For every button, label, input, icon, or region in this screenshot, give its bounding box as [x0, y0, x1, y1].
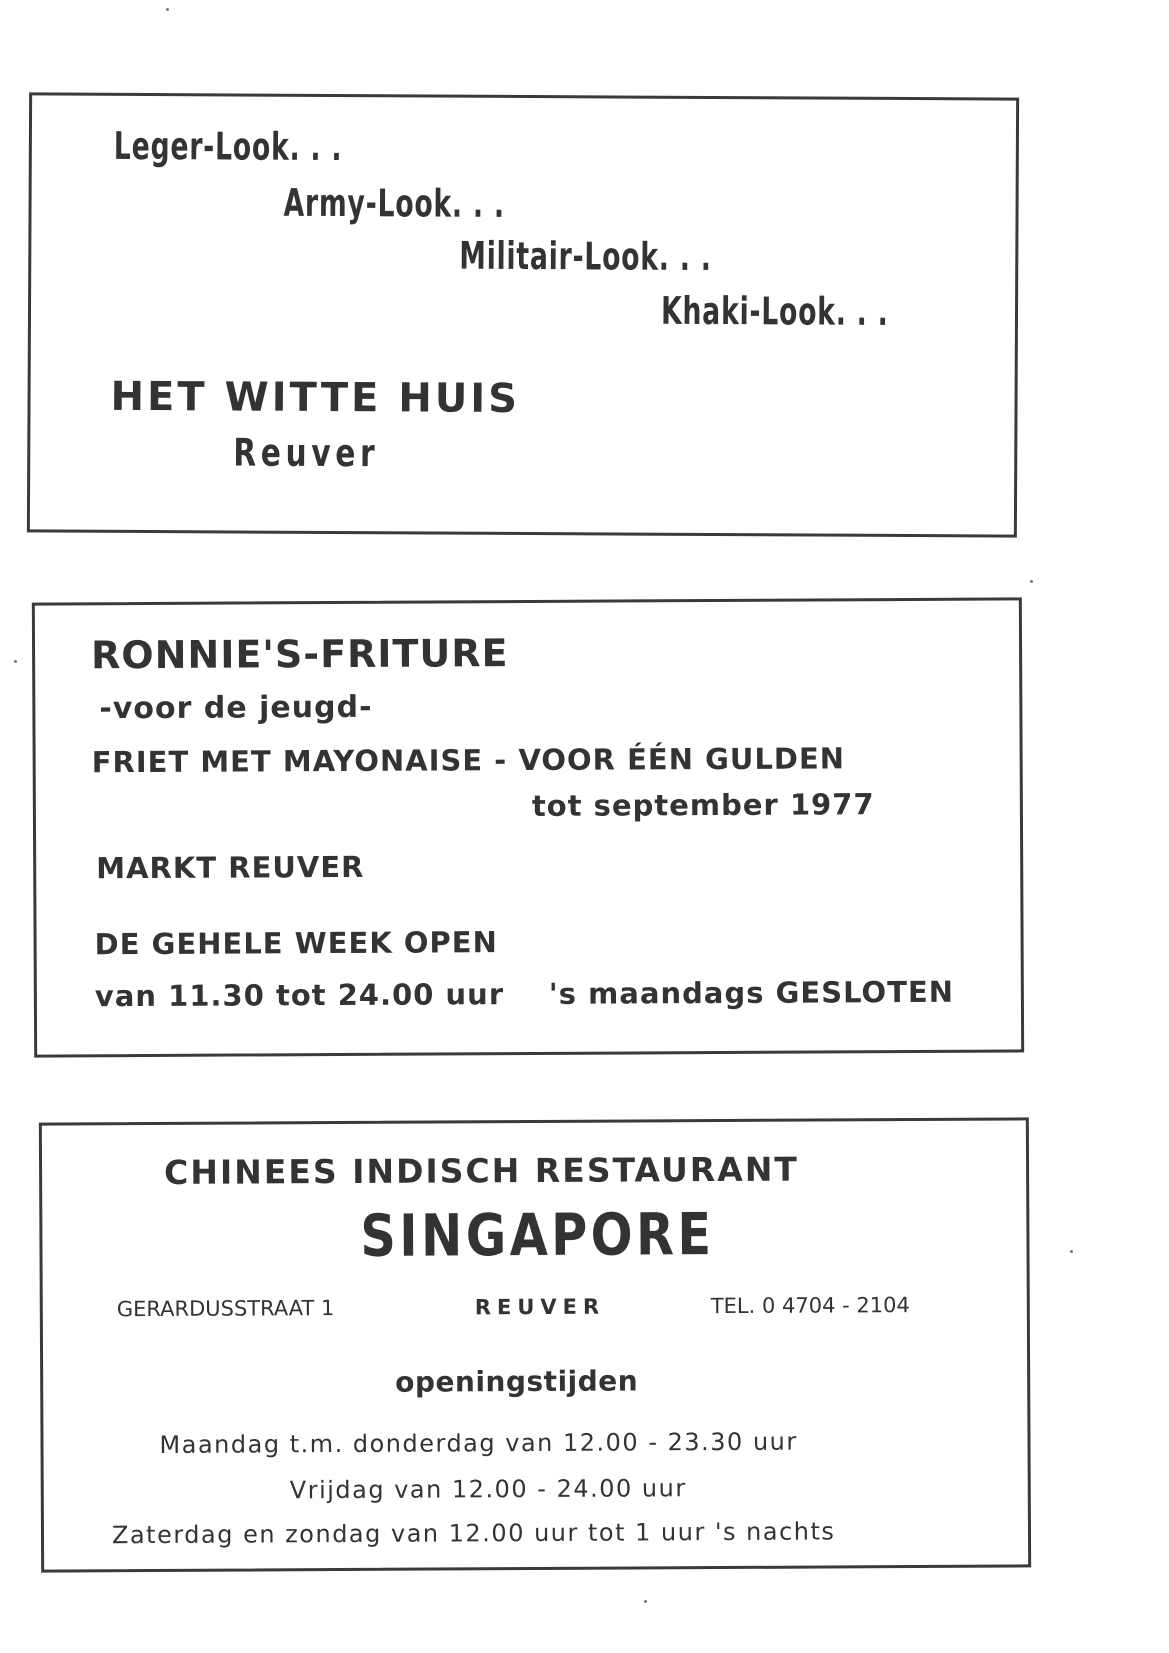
scan-speck	[166, 8, 169, 11]
look-line-khaki: Khaki-Look. . .	[660, 288, 889, 334]
friture-title: RONNIE'S-FRITURE	[90, 631, 509, 678]
ad-restaurant-singapore	[39, 1117, 1031, 1572]
scan-speck	[1070, 1250, 1073, 1253]
look-line-leger: Leger-Look. . .	[113, 123, 343, 170]
scan-speck	[644, 1600, 647, 1603]
restaurant-town: REUVER	[474, 1294, 606, 1320]
hours-line-friday: Vrijdag van 12.00 - 24.00 uur	[289, 1474, 687, 1505]
shop-name: HET WITTE HUIS	[110, 373, 521, 422]
look-line-militair: Militair-Look. . .	[459, 233, 712, 279]
restaurant-address: GERARDUSSTRAAT 1	[116, 1296, 335, 1322]
friture-closed: 's maandags GESLOTEN	[548, 974, 955, 1011]
friture-offer: FRIET MET MAYONAISE - VOOR ÉÉN GULDEN	[91, 741, 846, 780]
friture-subtitle: -voor de jeugd-	[99, 689, 373, 727]
hours-line-weekdays: Maandag t.m. donderdag van 12.00 - 23.30 uur	[159, 1427, 798, 1459]
friture-location: MARKT REUVER	[96, 849, 365, 886]
scan-speck	[14, 660, 17, 663]
friture-offer-until: tot september 1977	[531, 787, 875, 823]
look-line-army: Army-Look. . .	[283, 180, 505, 226]
hours-title: openingstijden	[395, 1364, 639, 1399]
scan-speck	[1030, 580, 1033, 583]
shop-town: Reuver	[233, 430, 380, 476]
hours-line-weekend: Zaterdag en zondag van 12.00 uur tot 1 uur 's nachts	[111, 1517, 836, 1550]
friture-open-line: DE GEHELE WEEK OPEN	[94, 925, 498, 962]
restaurant-phone: TEL. 0 4704 - 2104	[710, 1293, 910, 1319]
restaurant-name: SINGAPORE	[360, 1200, 715, 1270]
restaurant-heading: CHINEES INDISCH RESTAURANT	[163, 1149, 799, 1192]
friture-hours: van 11.30 tot 24.00 uur	[94, 977, 505, 1014]
ad-het-witte-huis	[27, 92, 1019, 537]
ad-ronnies-friture	[32, 597, 1024, 1057]
